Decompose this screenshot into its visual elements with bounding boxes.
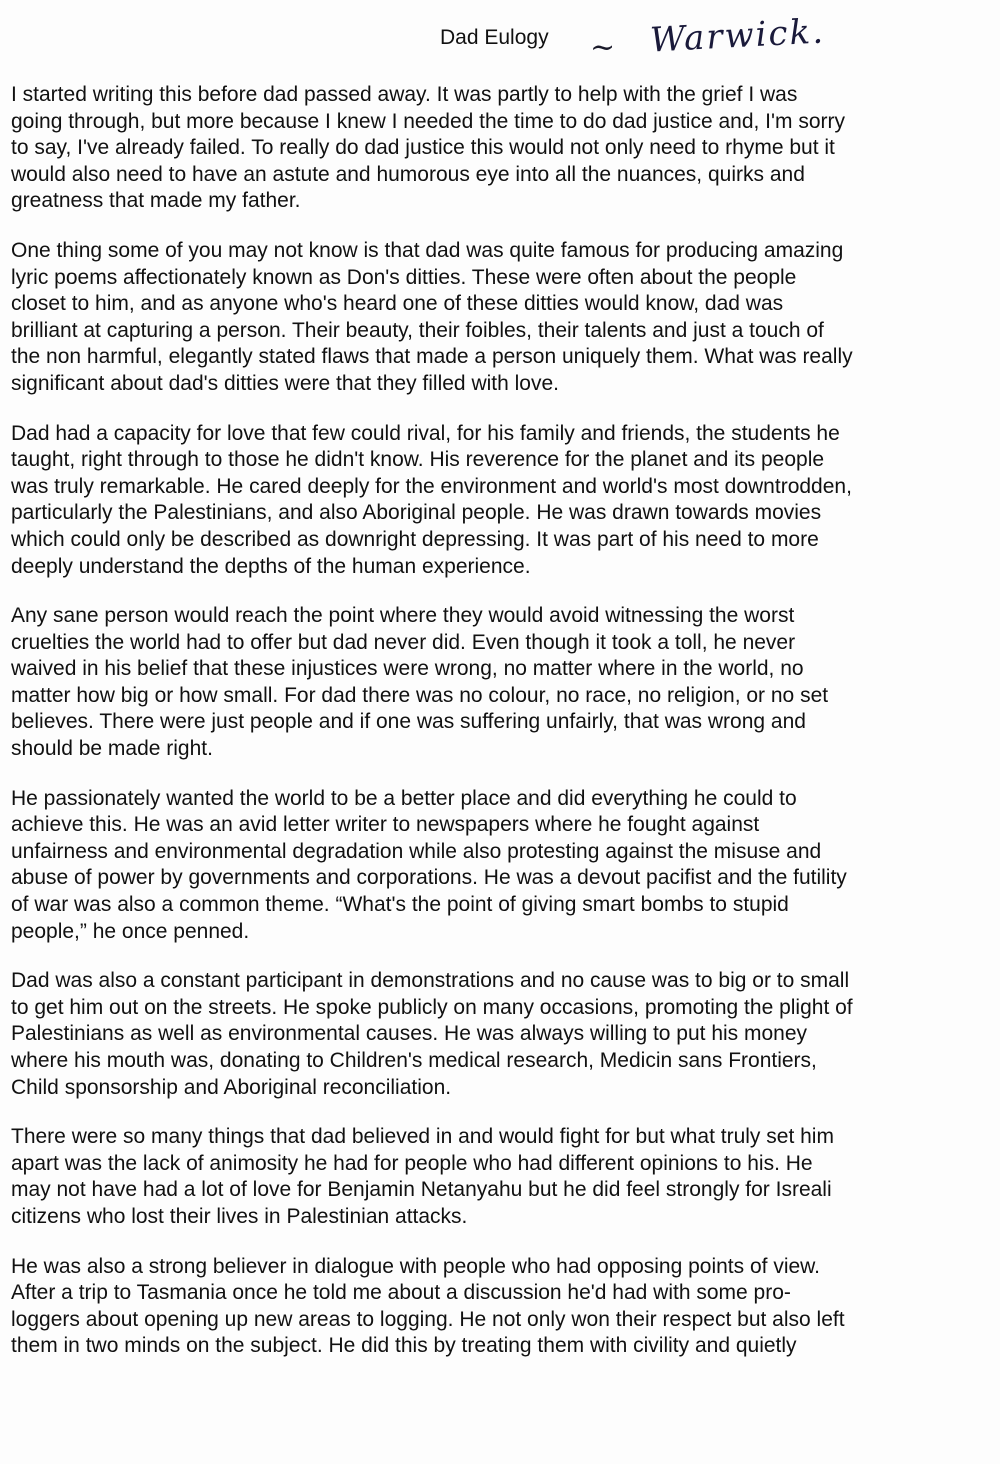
paragraph (11, 1254, 986, 1360)
text-line: After a trip to Tasmania once he told me about a discussion he'd had with some pro- (11, 1281, 791, 1305)
text-line: Dad had a capacity for love that few could rival, for his family and friends, the students he (11, 421, 840, 445)
text-line: where his mouth was, donating to Children's medical research, Medicin sans Frontiers, (11, 1049, 817, 1072)
text-line: to get him out on the streets. He spoke publicly on many occasions, promoting the plight of (11, 995, 853, 1019)
document-header (440, 11, 900, 68)
text-line: He was also a strong believer in dialogue with people who had opposing points of view. (11, 1254, 821, 1278)
text-line: of war was also a common theme. “What's the point of giving smart bombs to stupid (11, 893, 789, 917)
text-line: Palestinians as well as environmental causes. He was always willing to put his money (11, 1022, 808, 1046)
text-line: closet to him, and as anyone who's heard one of these ditties would know, dad was (11, 292, 784, 316)
paragraph (11, 238, 986, 398)
text-line: should be made right. (11, 737, 213, 761)
text-line: the non harmful, elegantly stated flaws that made a person uniquely them. What was really (11, 345, 853, 369)
text-line: Any sane person would reach the point where they would avoid witnessing the worst (11, 604, 795, 628)
text-line: deeply understand the depths of the human experience. (11, 554, 531, 578)
text-line: lyric poems affectionately known as Don's ditties. These were often about the people (11, 265, 797, 289)
text-line: Dad was also a constant participant in demonstrations and no cause was to big or to small (11, 969, 850, 993)
text-line: waived in his belief that these injustices were wrong, no matter where in the world, no (11, 657, 804, 681)
paragraph (11, 603, 986, 763)
text-line: may not have had a lot of love for Benjamin Netanyahu but he did feel strongly for Isreali (11, 1178, 832, 1202)
text-line: There were so many things that dad believed in and would fight for but what truly set him (11, 1125, 834, 1149)
paragraph (11, 421, 986, 581)
text-line: believes. There were just people and if one was suffering unfairly, that was wrong and (11, 710, 806, 734)
text-line: apart was the lack of animosity he had for people who had different opinions to his. He (11, 1151, 813, 1175)
text-line: which could only be described as downright depressing. It was part of his need to more (11, 527, 819, 551)
text-line: citizens who lost their lives in Palestinian attacks. (11, 1204, 468, 1228)
text-line: was truly remarkable. He cared deeply for the environment and world's most downtrodden, (11, 474, 852, 498)
text-line: them in two minds on the subject. He did this by treating them with civility and quietly (11, 1334, 797, 1358)
title-separator: ~ (590, 30, 616, 65)
handwritten-note: Warwick. (649, 11, 826, 61)
text-line: cruelties the world had to offer but dad never did. Even though it took a toll, he never (11, 630, 796, 654)
text-line: abuse of power by governments and corporations. He was a devout pacifist and the futility (11, 866, 847, 890)
paragraph (11, 786, 986, 946)
paragraph (11, 82, 986, 215)
text-line: people,” he once penned. (11, 919, 250, 943)
text-line: greatness that made my father. (11, 189, 301, 213)
text-line: particularly the Palestinians, and also Aboriginal people. He was drawn towards movies (11, 501, 822, 525)
text-line: taught, right through to those he didn't know. His reverence for the planet and its people (11, 448, 825, 472)
text-line: unfairness and environmental degradation while also protesting against the misuse and (11, 839, 822, 863)
text-line: would also need to have an astute and humorous eye into all the nuances, quirks and (11, 162, 805, 186)
text-line: brilliant at capturing a person. Their beauty, their foibles, their talents and just a touch of (11, 318, 824, 342)
document-title: Dad Eulogy (440, 26, 549, 49)
text-line: loggers about opening up new areas to logging. He not only won their respect but also left (11, 1307, 845, 1331)
text-line: I started writing this before dad passed away. It was partly to help with the grief I was (11, 83, 798, 106)
text-line: achieve this. He was an avid letter writer to newspapers where he fought against (11, 813, 760, 837)
text-line: One thing some of you may not know is that dad was quite famous for producing amazing (11, 238, 844, 262)
text-line: He passionately wanted the world to be a better place and did everything he could to (11, 786, 797, 810)
text-line: going through, but more because I knew I needed the time to do dad justice and, I'm sorry (11, 109, 846, 133)
paragraph (11, 1124, 986, 1230)
text-line: to say, I've already failed. To really do dad justice this would not only need to rhyme but it (11, 136, 835, 160)
paragraph (11, 968, 986, 1101)
text-line: significant about dad's ditties were that they filled with love. (11, 371, 559, 395)
text-line: matter how big or how small. For dad there was no colour, no race, no religion, or no set (11, 683, 829, 707)
document-body (11, 82, 986, 1383)
text-line: Child sponsorship and Aboriginal reconciliation. (11, 1075, 452, 1099)
